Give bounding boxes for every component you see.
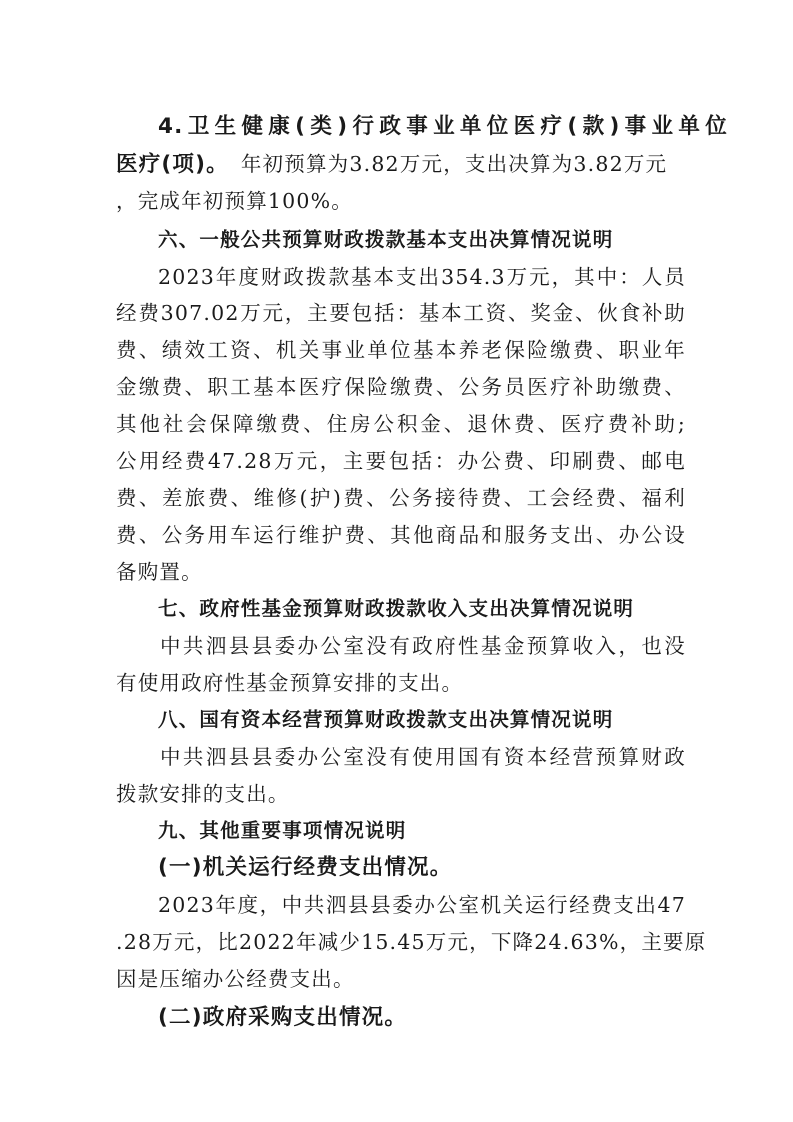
section9-sub1-line: 因是压缩办公经费支出。 [116,967,355,991]
section6-line: 费、差旅费、维修(护)费、公务接待费、工会经费、福利 [116,486,686,510]
section7-line: 中共泗县县委办公室没有政府性基金预算收入，也没 [160,634,686,658]
section4-title-line2 [116,149,686,180]
section9-heading: 九、其他重要事项情况说明 [158,819,407,842]
section9-sub1-heading: (一)机关运行经费支出情况。 [158,855,453,880]
section6-line: 经费307.02万元，主要包括：基本工资、奖金、伙食补助 [116,301,686,325]
section9-sub2-heading: (二)政府采购支出情况。 [158,1005,408,1030]
section4-line3: ，完成年初预算100%。 [116,189,354,213]
section6-line: 金缴费、职工基本医疗保险缴费、公务员医疗补助缴费、 [116,375,686,399]
section6-line: 备购置。 [116,560,203,584]
section6-line: 2023年度财政拨款基本支出354.3万元，其中：人员 [158,265,686,289]
section7-line: 有使用政府性基金预算安排的支出。 [116,671,464,695]
section4-title-bold: 医疗(项)。 [116,152,229,177]
section9-sub1-line: .28万元，比2022年减少15.45万元，下降24.63%，主要原 [116,930,707,954]
section6-heading: 六、一般公共预算财政拨款基本支出决算情况说明 [158,228,614,251]
section6-line: 公用经费47.28万元，主要包括：办公费、印刷费、邮电 [116,449,686,473]
section8-line: 拨款安排的支出。 [116,782,290,806]
section7-heading: 七、政府性基金预算财政拨款收入支出决算情况说明 [158,597,635,620]
section9-sub1-line: 2023年度，中共泗县县委办公室机关运行经费支出47 [158,893,686,917]
section4-title-line1: 4.卫生健康(类)行政事业单位医疗(款)事业单位 [158,114,728,139]
section8-heading: 八、国有资本经营预算财政拨款支出决算情况说明 [158,708,614,731]
section6-line: 其他社会保障缴费、住房公积金、退休费、医疗费补助; [116,412,686,436]
section8-line: 中共泗县县委办公室没有使用国有资本经营预算财政 [160,745,686,769]
section6-line: 费、公务用车运行维护费、其他商品和服务支出、办公设 [116,523,686,547]
section4-title-text: 年初预算为3.82万元，支出决算为3.82万元 [240,152,668,176]
section6-line: 费、绩效工资、机关事业单位基本养老保险缴费、职业年 [116,338,686,362]
